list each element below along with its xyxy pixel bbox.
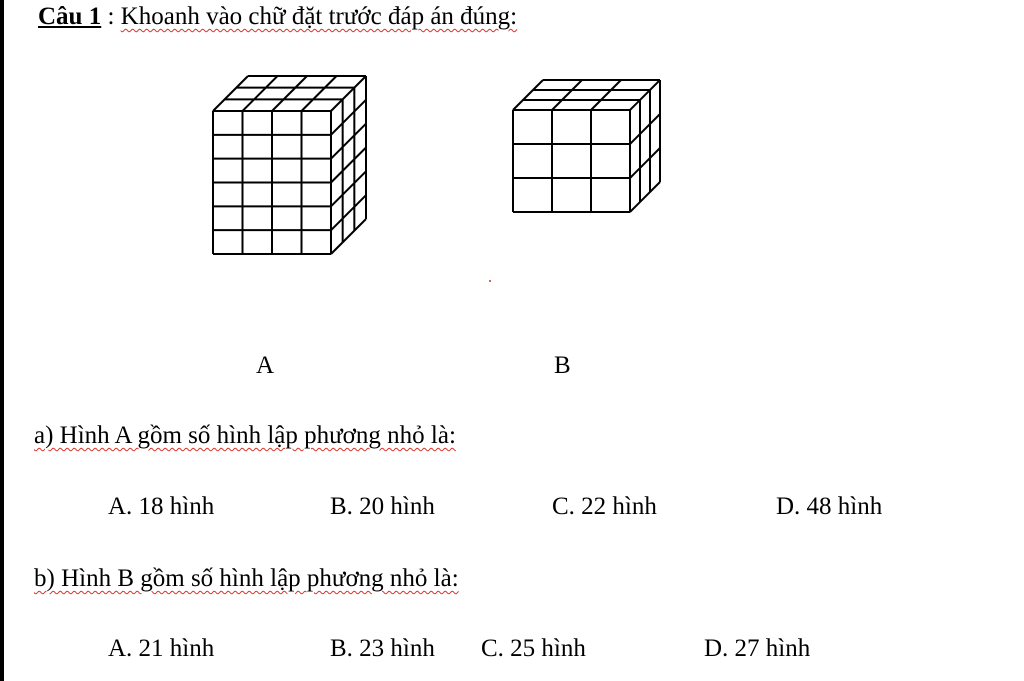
side-grid-line [630, 114, 660, 144]
part-b-option-c[interactable] [481, 636, 586, 661]
top-grid-line [272, 76, 307, 111]
option-text: D. 48 hình [776, 493, 883, 520]
option-text: A. 21 hình [108, 635, 215, 662]
option-text: B. 20 hình [330, 493, 435, 520]
part-a-option-c[interactable] [552, 494, 657, 519]
option-text: C. 25 hình [481, 635, 586, 662]
question-number: Câu 1 [38, 3, 102, 30]
question-separator: : [101, 3, 121, 30]
top-grid-line [243, 76, 278, 111]
part-a-option-b[interactable] [330, 494, 435, 519]
cube-figure-a [213, 76, 366, 254]
side-grid-line [630, 148, 660, 178]
option-text: B. 23 hình [330, 635, 435, 662]
part-a-option-a[interactable] [108, 494, 214, 519]
part-a-prompt: a) Hình A gồm số hình lập phương nhỏ là: [34, 422, 456, 449]
top-grid-line [513, 80, 543, 110]
top-grid-line [630, 80, 660, 110]
stray-dot [489, 280, 491, 282]
part-b-option-d[interactable] [704, 636, 810, 661]
top-grid-line [213, 76, 248, 111]
figure-label-b: B [554, 352, 571, 379]
cube-figure-b [513, 80, 660, 212]
top-grid-line [591, 80, 621, 110]
top-grid-line [302, 76, 337, 111]
option-text: C. 22 hình [552, 493, 657, 520]
part-b-option-b[interactable] [330, 636, 435, 661]
part-b-option-a[interactable] [108, 636, 214, 661]
top-grid-line [552, 80, 582, 110]
question-instruction: Khoanh vào chữ đặt trước đáp án đúng: [120, 3, 518, 30]
option-text: D. 27 hình [704, 635, 811, 662]
figure-label-a: A [256, 352, 275, 379]
side-grid-line [630, 182, 660, 212]
part-b-prompt: b) Hình B gồm số hình lập phương nhỏ là: [34, 565, 459, 592]
part-a-option-d[interactable] [776, 494, 882, 519]
option-text: A. 18 hình [108, 493, 215, 520]
